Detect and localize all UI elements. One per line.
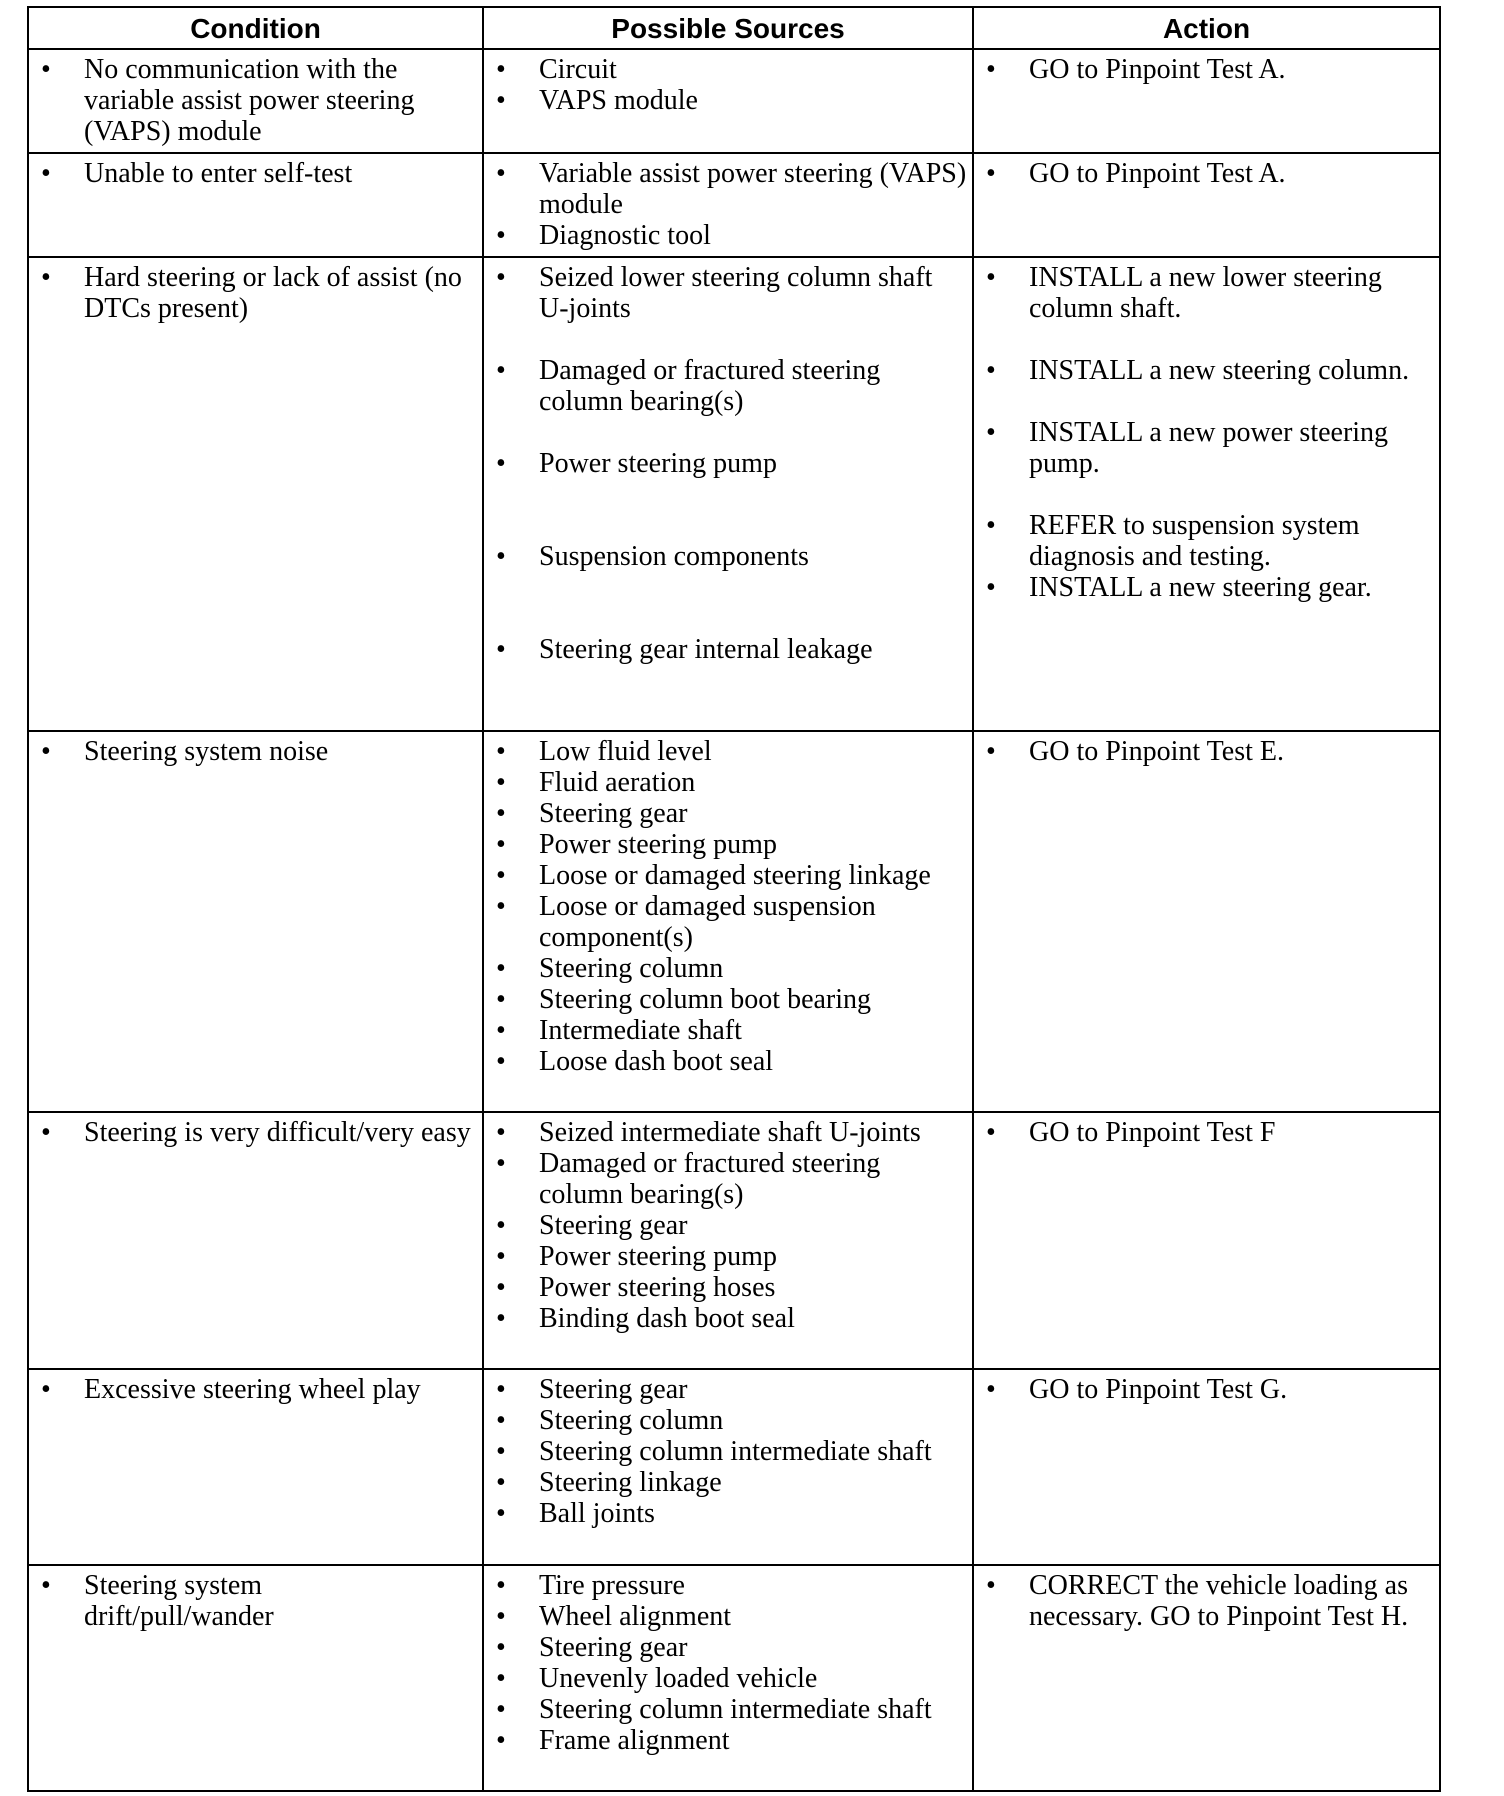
action-cell [973,49,1440,153]
source-item: • Steering column intermediate shaft [484,1436,968,1467]
source-item: • Power steering pump [484,448,968,479]
action-item: • GO to Pinpoint Test A. [974,158,1435,189]
condition-cell [28,49,483,153]
table-row [28,1369,1440,1565]
source-item: • Steering gear internal leakage [484,634,968,665]
source-item: • Steering column boot bearing [484,984,968,1015]
table-row [28,1112,1440,1369]
sources-cell [483,1565,973,1791]
source-item: • Variable assist power steering (VAPS) module [484,158,968,220]
action-item: • REFER to suspension system diagnosis and testing. [974,510,1435,572]
source-item: • Steering gear [484,1210,968,1241]
sources-cell [483,1369,973,1565]
condition-item: • Hard steering or lack of assist (no DTCs present) [29,262,478,324]
source-item: • Power steering pump [484,829,968,860]
source-item: • Unevenly loaded vehicle [484,1663,968,1694]
diagnosis-table [27,6,1441,1792]
header-row [28,7,1440,49]
table-row [28,49,1440,153]
action-item: • GO to Pinpoint Test G. [974,1374,1435,1405]
action-cell [973,153,1440,257]
table-row [28,153,1440,257]
condition-item: • Steering is very difficult/very easy [29,1117,478,1148]
source-item: • Loose dash boot seal [484,1046,968,1077]
action-item: • INSTALL a new steering column. [974,355,1435,386]
action-item: • GO to Pinpoint Test F [974,1117,1435,1148]
source-item: • Fluid aeration [484,767,968,798]
condition-cell [28,153,483,257]
source-item: • Ball joints [484,1498,968,1529]
source-item: • Steering column [484,953,968,984]
action-cell [973,731,1440,1112]
sources-cell [483,731,973,1112]
header-action: Action [973,7,1440,49]
action-cell [973,1112,1440,1369]
sources-cell [483,49,973,153]
table-row [28,1565,1440,1791]
source-item: • Steering gear [484,1632,968,1663]
source-item: • Power steering hoses [484,1272,968,1303]
source-item: • Diagnostic tool [484,220,968,251]
source-item: • Tire pressure [484,1570,968,1601]
header-condition: Condition [28,7,483,49]
source-item: • Steering gear [484,1374,968,1405]
source-item: • Loose or damaged suspension component(s) [484,891,968,953]
condition-item: • Steering system noise [29,736,478,767]
source-item: • Binding dash boot seal [484,1303,968,1334]
source-item: • Steering column intermediate shaft [484,1694,968,1725]
condition-cell [28,1565,483,1791]
source-item: • Low fluid level [484,736,968,767]
action-item: • GO to Pinpoint Test E. [974,736,1435,767]
condition-item: • Excessive steering wheel play [29,1374,478,1405]
condition-cell [28,1112,483,1369]
source-item: • Circuit [484,54,968,85]
source-item: • Wheel alignment [484,1601,968,1632]
sources-cell [483,1112,973,1369]
condition-cell [28,1369,483,1565]
source-item: • Seized intermediate shaft U-joints [484,1117,968,1148]
sources-cell [483,257,973,731]
header-possible-sources: Possible Sources [483,7,973,49]
source-item: • Frame alignment [484,1725,968,1756]
condition-item: • Unable to enter self-test [29,158,478,189]
source-item: • Loose or damaged steering linkage [484,860,968,891]
action-item: • GO to Pinpoint Test A. [974,54,1435,85]
action-cell [973,257,1440,731]
source-item: • Damaged or fractured steering column bearing(s) [484,1148,968,1210]
table-row [28,731,1440,1112]
source-item: • VAPS module [484,85,968,116]
condition-item: • Steering system drift/pull/wander [29,1570,478,1632]
source-item: • Damaged or fractured steering column bearing(s) [484,355,968,417]
source-item: • Power steering pump [484,1241,968,1272]
action-cell [973,1369,1440,1565]
source-item: • Intermediate shaft [484,1015,968,1046]
table-row [28,257,1440,731]
source-item: • Seized lower steering column shaft U-joints [484,262,968,324]
action-cell [973,1565,1440,1791]
action-item: • INSTALL a new power steering pump. [974,417,1435,479]
condition-cell [28,731,483,1112]
condition-cell [28,257,483,731]
source-item: • Steering linkage [484,1467,968,1498]
action-item: • INSTALL a new steering gear. [974,572,1435,603]
source-item: • Steering gear [484,798,968,829]
action-item: • CORRECT the vehicle loading as necessary. GO to Pinpoint Test H. [974,1570,1435,1632]
action-item: • INSTALL a new lower steering column shaft. [974,262,1435,324]
sources-cell [483,153,973,257]
condition-item: • No communication with the variable assist power steering (VAPS) module [29,54,478,147]
source-item: • Steering column [484,1405,968,1436]
source-item: • Suspension components [484,541,968,572]
